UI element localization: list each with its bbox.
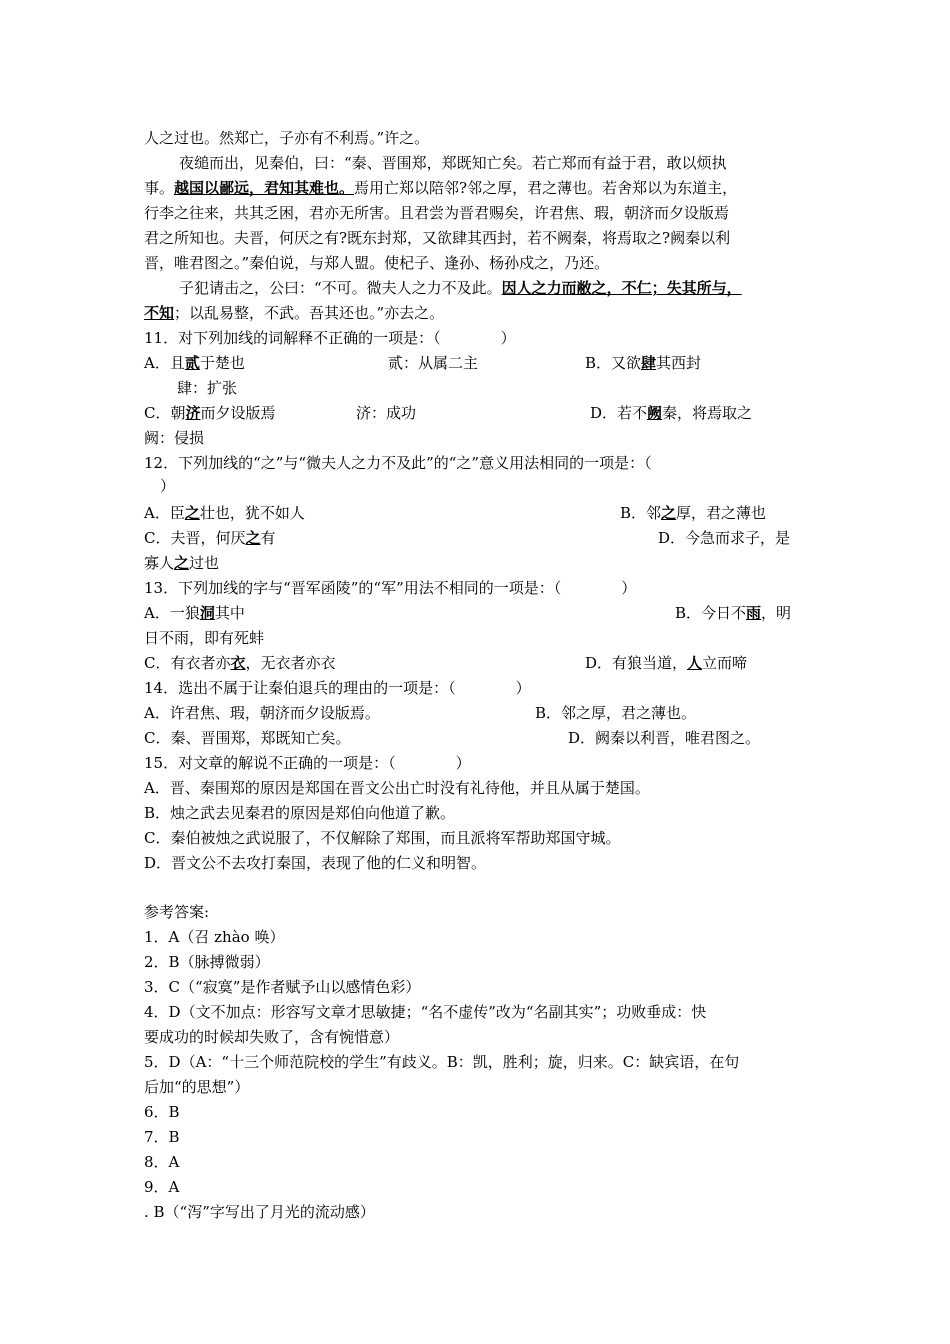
q12-option-c — [144, 526, 276, 550]
question-15-stem: 15．对文章的解说不正确的一项是：（ ） — [144, 754, 471, 772]
q15-option-a: A．晋、秦围郑的原因是郑国在晋文公出亡时没有礼待他，并且从属于楚国。 — [144, 779, 650, 797]
option-text: A．一狼 — [144, 604, 200, 622]
answer-item-cont: 后加“的思想”） — [144, 1078, 250, 1096]
passage-text: 晋，唯君图之。”秦伯说，与郑人盟。使杞子、逢孙、杨孙戍之，乃还。 — [144, 254, 610, 272]
option-text: A．且 — [144, 354, 185, 372]
key-character: 肆 — [641, 354, 657, 372]
answer-item: 6．B — [144, 1103, 180, 1121]
answer-item: 7．B — [144, 1128, 180, 1146]
key-character: 阙 — [647, 404, 663, 422]
q14-option-d: D．阙秦以利晋，唯君图之。 — [568, 729, 761, 747]
key-character: 之 — [184, 504, 200, 522]
passage-text: 夜缒而出，见秦伯，曰：“秦、晋围郑，郑既知亡矣。若亡郑而有益于君，敢以烦执 — [179, 154, 727, 172]
question-13-stem: 13．下列加线的字与“晋军函陵”的“军”用法不相同的一项是：（ ） — [144, 579, 637, 597]
passage-text: 焉用亡郑以陪邻?邻之厚，君之薄也。若舍郑以为东道主， — [354, 179, 738, 197]
option-text: 过也 — [189, 554, 220, 572]
key-character: 人 — [687, 654, 703, 672]
answer-item: 9．A — [144, 1178, 180, 1196]
q13-option-b — [675, 601, 791, 625]
answer-item: . B（“泻”字写出了月光的流动感） — [144, 1203, 375, 1221]
q15-option-d: D．晋文公不去攻打秦国，表现了他的仁义和明智。 — [144, 854, 487, 872]
option-text: 寡人 — [144, 554, 175, 572]
passage-line — [144, 251, 609, 275]
question-11-stem: 11．对下列加线的词解释不正确的一项是：（ ） — [144, 329, 516, 347]
answer-item: 8．A — [144, 1153, 180, 1171]
option-text: C．朝 — [144, 404, 186, 422]
passage-line — [144, 226, 730, 250]
q14-option-b: B．邻之厚，君之薄也。 — [535, 704, 697, 722]
passage-text: ；以乱易整，不武。吾其还也。”亦去之。 — [174, 304, 445, 322]
answer-item: 4．D（文不加点：形容写文章才思敏捷；“名不虚传”改为“名副其实”；功败垂成：快 — [144, 1003, 707, 1021]
key-character: 雨 — [746, 604, 762, 622]
q13-option-c — [144, 651, 336, 675]
option-text: 厚，君之薄也 — [676, 504, 767, 522]
answer-item: 5．D（A：“十三个师范院校的学生”有歧义。B：凯，胜利；旋，归来。C：缺宾语，在句 — [144, 1053, 740, 1071]
option-text: A．臣 — [144, 504, 185, 522]
passage-line — [179, 276, 742, 300]
key-character: 衣 — [230, 654, 246, 672]
option-text: C．有衣者亦 — [144, 654, 231, 672]
q12-option-a — [144, 501, 305, 525]
option-text: B．邻 — [620, 504, 662, 522]
q15-option-b: B．烛之武去见秦君的原因是郑伯向他道了歉。 — [144, 804, 456, 822]
option-text: 立而啼 — [702, 654, 748, 672]
q11-option-d-gloss: 阙：侵损 — [144, 429, 205, 447]
q11-option-c-gloss: 济：成功 — [356, 404, 417, 422]
option-text: B．今日不 — [675, 604, 747, 622]
passage-text: 子犯请击之，公曰：“不可。微夫人之力不及此。 — [179, 279, 502, 297]
option-text: 而夕设版焉 — [200, 404, 276, 422]
passage-text: 人之过也。然郑亡，子亦有不利焉。”许之。 — [144, 129, 430, 147]
q12-option-d: D．今急而求子，是 — [658, 529, 791, 547]
option-text: D．有狼当道， — [585, 654, 688, 672]
answer-item: 1．A（召 zhào 唤） — [144, 928, 285, 946]
q11-option-b-gloss: 肆：扩张 — [177, 379, 238, 397]
underlined-phrase: 因人之力而敝之，不仁；失其所与， — [501, 279, 742, 297]
question-12-stem-close: ） — [160, 477, 176, 495]
key-character: 洞 — [199, 604, 215, 622]
passage-text: 君之所知也。夫晋，何厌之有?既东封郑，又欲肆其西封，若不阙秦，将焉取之?阙秦以利 — [144, 229, 731, 247]
passage-line — [179, 151, 727, 175]
q11-option-a-gloss: 贰：从属二主 — [388, 354, 479, 372]
passage-line — [144, 176, 737, 200]
option-text: 壮也，犹不如人 — [199, 504, 305, 522]
option-text: 其中 — [214, 604, 245, 622]
passage-line — [144, 301, 444, 325]
key-character: 之 — [245, 529, 261, 547]
option-text: C．夫晋，何厌 — [144, 529, 246, 547]
q11-option-c — [144, 401, 276, 425]
q14-option-a: A．许君焦、瑕，朝济而夕设版焉。 — [144, 704, 380, 722]
answer-item-cont: 要成功的时候却失败了，含有惋惜意） — [144, 1028, 400, 1046]
option-text: 秦，将焉取之 — [662, 404, 753, 422]
q11-option-a — [144, 351, 245, 375]
option-text: ，无衣者亦衣 — [245, 654, 336, 672]
question-14-stem: 14．选出不属于让秦伯退兵的理由的一项是：（ ） — [144, 679, 531, 697]
q14-option-c: C．秦、晋围郑，郑既知亡矣。 — [144, 729, 351, 747]
q12-option-d-cont — [144, 551, 219, 575]
answer-item: 3．C（“寂寞”是作者赋予山以感情色彩） — [144, 978, 421, 996]
option-text: ，明 — [761, 604, 792, 622]
answers-title: 参考答案: — [144, 903, 210, 921]
q13-option-b-cont: 日不雨，即有死蚌 — [144, 629, 265, 647]
passage-text: 行李之往来，共其乏困，君亦无所害。且君尝为晋君赐矣，许君焦、瑕，朝济而夕设版焉 — [144, 204, 730, 222]
key-character: 济 — [185, 404, 201, 422]
q15-option-c: C．秦伯被烛之武说服了，不仅解除了郑围，而且派将军帮助郑国守城。 — [144, 829, 621, 847]
option-text: 有 — [260, 529, 276, 547]
q11-option-d — [590, 401, 752, 425]
option-text: 于楚也 — [199, 354, 245, 372]
option-text: D．若不 — [590, 404, 648, 422]
q13-option-d — [585, 651, 747, 675]
question-12-stem: 12．下列加线的“之”与“微夫人之力不及此”的“之”意义用法相同的一项是：（ — [144, 454, 652, 472]
q13-option-a — [144, 601, 245, 625]
underlined-phrase: 越国以鄙远，君知其难也。 — [174, 179, 355, 197]
key-character: 贰 — [184, 354, 200, 372]
answer-item: 2．B（脉搏微弱） — [144, 953, 270, 971]
q12-option-b — [620, 501, 766, 525]
q11-option-b — [585, 351, 701, 375]
key-character: 之 — [661, 504, 677, 522]
passage-line — [144, 201, 729, 225]
key-character: 之 — [174, 554, 190, 572]
underlined-phrase: 不知 — [144, 304, 175, 322]
option-text: B．又欲 — [585, 354, 642, 372]
passage-line — [144, 126, 429, 150]
option-text: 其西封 — [656, 354, 702, 372]
passage-text: 事。 — [144, 179, 175, 197]
